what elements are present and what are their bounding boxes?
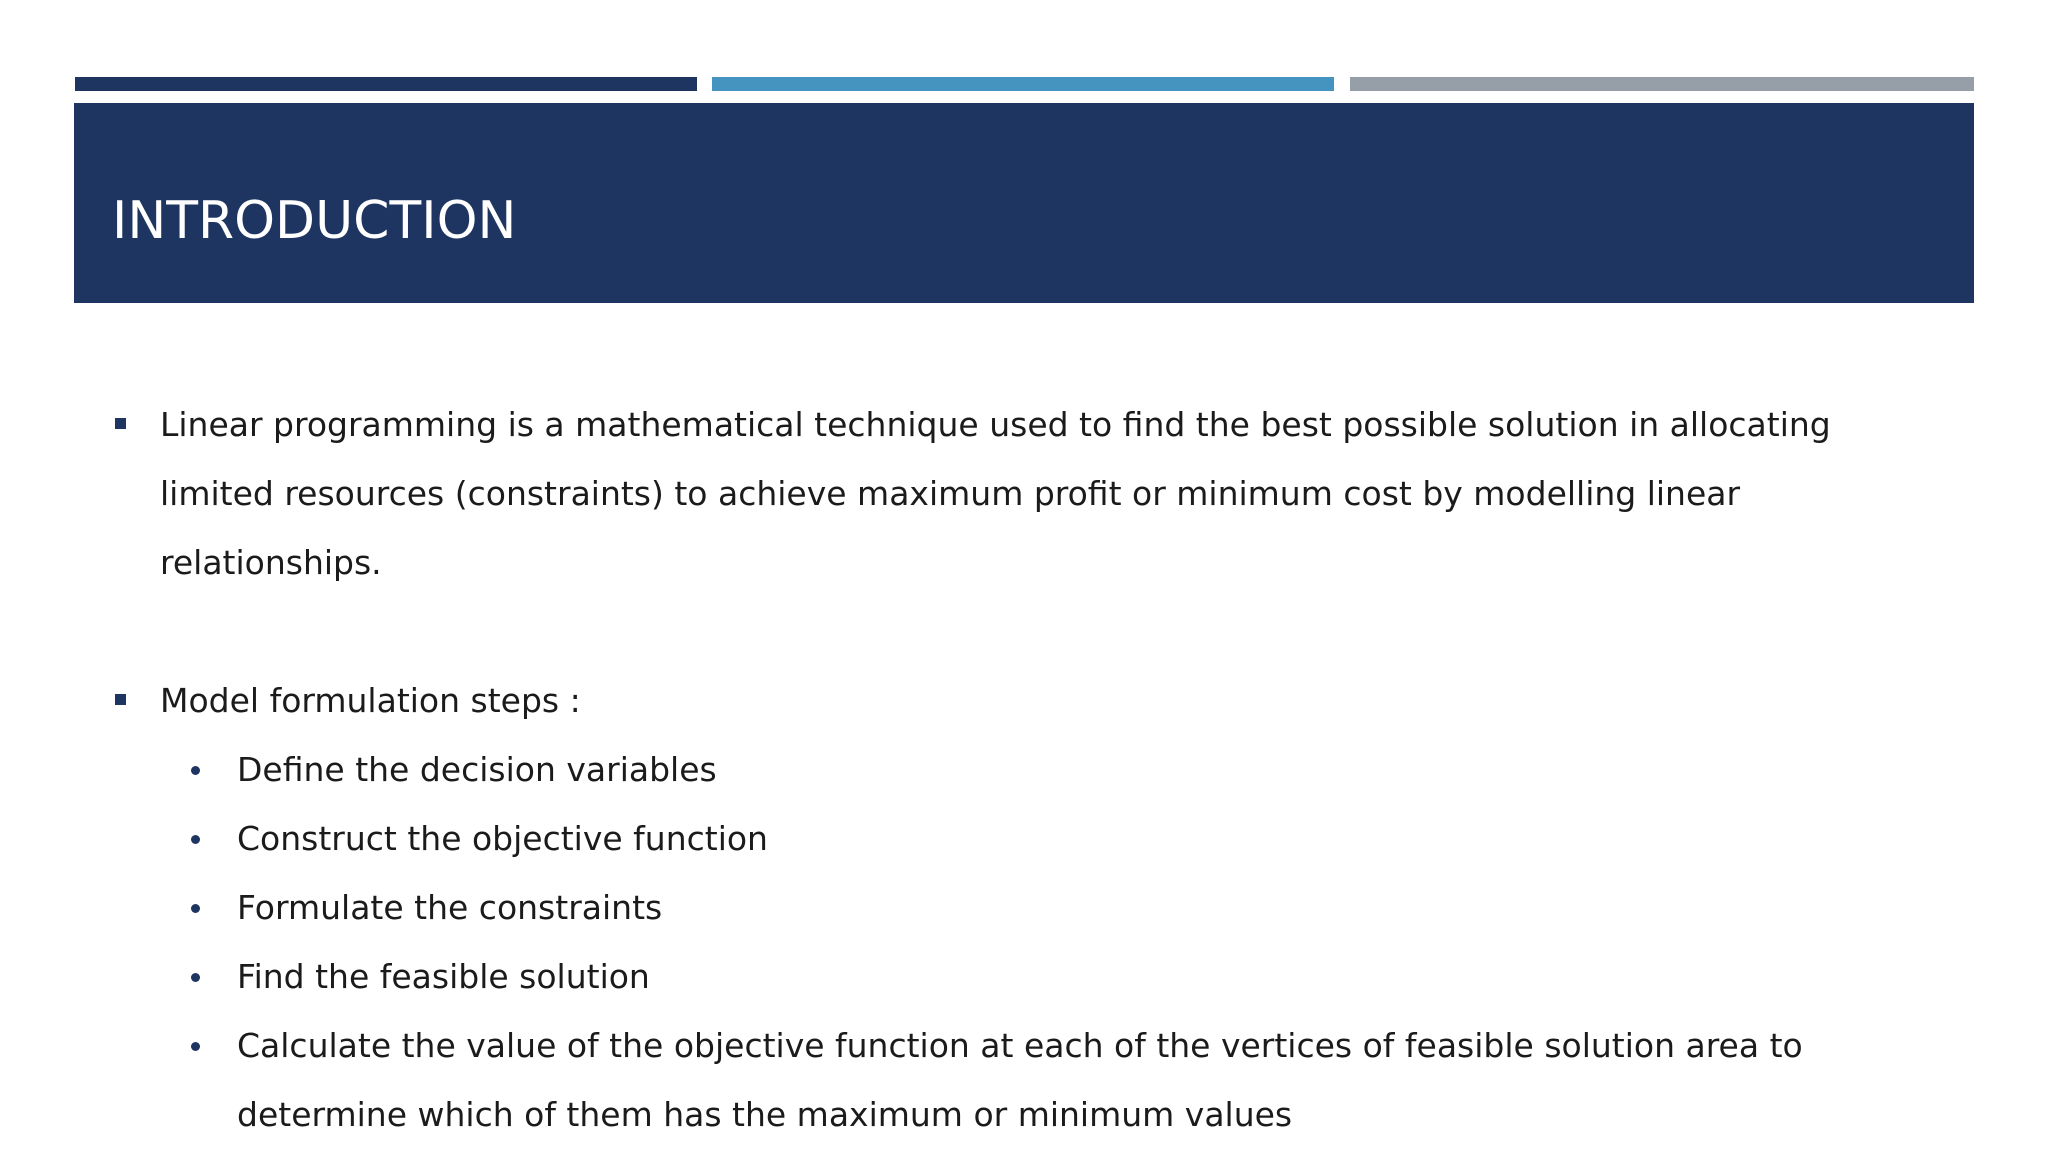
bullet-1-line-1: Linear programming is a mathematical technique used to find the best possible solution in allocating	[160, 405, 1831, 444]
bullet-1-line-2: limited resources (constraints) to achieve maximum profit or minimum cost by modelling linear	[160, 474, 1741, 513]
sub-item-5-line-2: determine which of them has the maximum or minimum values	[237, 1095, 1293, 1134]
sub-item-4: Find the feasible solution	[237, 957, 650, 996]
slide-title: INTRODUCTION	[112, 191, 517, 251]
round-bullet-icon	[191, 904, 200, 913]
round-bullet-icon	[191, 835, 200, 844]
sub-item-1: Define the decision variables	[237, 750, 717, 789]
bullet-1-line-3: relationships.	[160, 543, 382, 582]
bullet-2-text: Model formulation steps :	[160, 681, 581, 720]
round-bullet-icon	[191, 973, 200, 982]
sub-item-3: Formulate the constraints	[237, 888, 663, 927]
round-bullet-icon	[191, 766, 200, 775]
square-bullet-icon	[115, 694, 126, 705]
round-bullet-icon	[191, 1042, 200, 1051]
square-bullet-icon	[115, 418, 126, 429]
sub-item-2: Construct the objective function	[237, 819, 768, 858]
sub-item-5-line-1: Calculate the value of the objective function at each of the vertices of feasible solution area to	[237, 1026, 1803, 1065]
